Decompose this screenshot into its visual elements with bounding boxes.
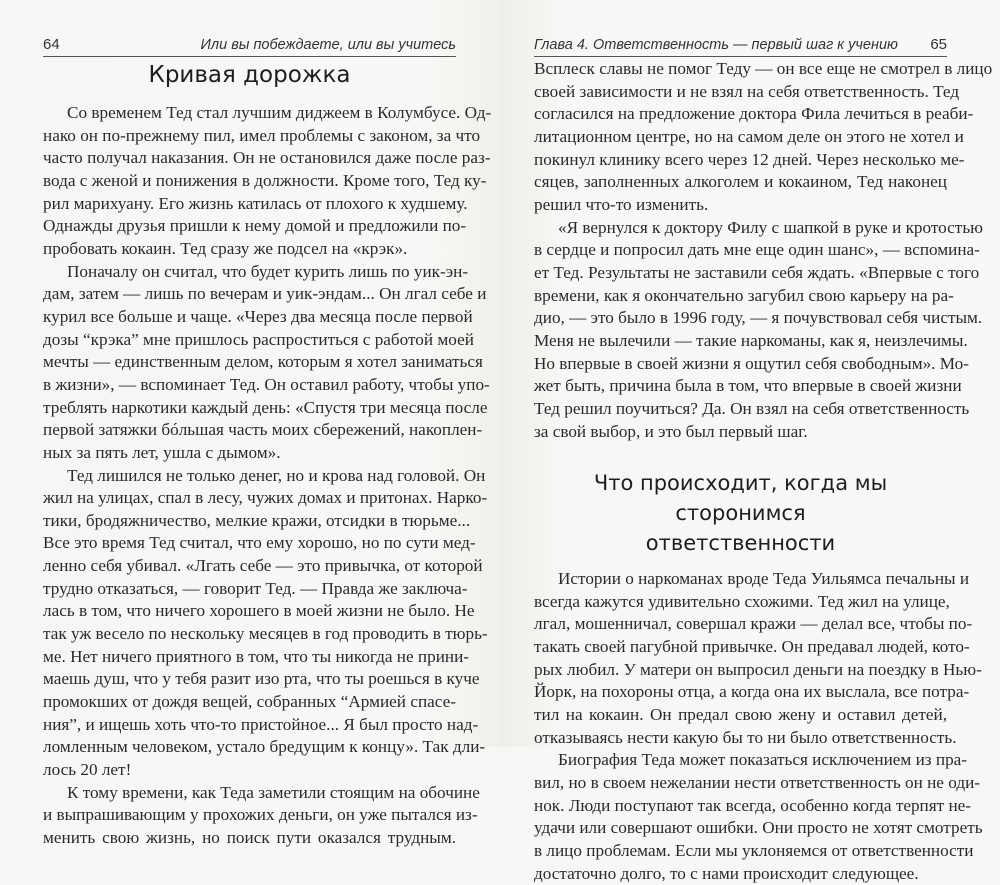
text-line: времени, как я окончательно загубил свою карьеру на ра-: [534, 285, 954, 305]
text-line: Всплеск славы не помог Теду — он все еще не смотрел в лицо: [534, 59, 993, 78]
right-paragraphs-after: [534, 568, 983, 885]
running-head-title: Или вы побеждаете, или вы учитесь: [200, 37, 456, 53]
text-line: рых любил. У матери он выпросил деньги на поездку в Нью-: [534, 659, 982, 679]
text-line: в жизни», — вспоминает Тед. Он оставил работу, чтобы упо-: [43, 374, 490, 394]
text-line: трудно отказаться, — говорит Тед. — Правда же заключа-: [43, 578, 468, 598]
text-line: в лицо проблемам. Если мы уклоняемся от ответственности: [534, 841, 974, 861]
text-line: ных за пять лет, ушла с дымом».: [43, 442, 281, 462]
text-line: согласился на предложение доктора Фила лечиться в реаби-: [534, 104, 974, 124]
text-line: ет Тед. Результаты не заставили себя ждать. «Впервые с того: [534, 262, 980, 282]
text-line: покинул клинику всего через 12 дней. Через несколько ме-: [534, 149, 965, 169]
text-line: дозы “крэка” мне пришлось распроститься с работой моей: [43, 329, 474, 349]
text-line: промокших от дождя вещей, собранных “Армией спасе-: [43, 692, 456, 712]
text-line: часто получал наказания. Он не остановился даже после раз-: [43, 148, 491, 168]
paragraph: [43, 261, 490, 465]
text-line: ния”, и ищешь хоть что-то пристойное... Я был просто над-: [43, 714, 479, 734]
text-line: ме. Нет ничего приятного в том, что ты никогда не прини-: [43, 646, 470, 666]
text-line: жет быть, причина была в том, что впервые в своей жизни: [534, 376, 962, 396]
paragraph: [534, 749, 983, 885]
text-line: вил, но в своем нежелании нести ответственность он не оди-: [534, 773, 981, 793]
section-heading: Кривая дорожка: [148, 62, 351, 88]
text-line: решил что-то изменить.: [534, 194, 709, 214]
text-line: нако он по-прежнему пил, имел проблемы с законом, за что: [43, 125, 481, 145]
left-page-body: [43, 58, 492, 850]
text-line: Со временем Тед стал лучшим диджеем в Колумбусе. Од-: [67, 103, 492, 122]
section-heading: [534, 468, 947, 558]
right-page-body: [534, 58, 993, 885]
left-page: [0, 0, 500, 847]
text-line: пробовать кокаин. Тед сразу же подсел на «крэк».: [43, 238, 408, 258]
text-line: достаточно долго, то с нами происходит следующее.: [534, 863, 919, 883]
text-line: первой затяжки бóльшая часть моих сбережений, накоплен-: [43, 420, 483, 440]
text-line: курил все больше и чаще. «Через два месяца после первой: [43, 306, 473, 326]
paragraph: [43, 102, 492, 261]
text-line: тики, бродяжничество, мелкие кражи, отсидки в тюрьме...: [43, 510, 471, 530]
running-head-title: Глава 4. Ответственность — первый шаг к учению: [534, 37, 898, 53]
text-line: всегда кажутся удивительно схожими. Тед жил на улице,: [534, 591, 950, 611]
running-head-right: [534, 33, 947, 57]
running-head-left: [43, 33, 456, 57]
text-line: Истории о наркоманах вроде Теда Уильямса печальны и: [558, 569, 970, 589]
text-line: ломленным человеком, устало бредущим к концу». Так дли-: [43, 737, 486, 757]
text-line: К тому времени, как Теда заметили стоящим на обочине: [67, 782, 480, 802]
page-number: 64: [43, 36, 60, 53]
text-line: ленно себя убивал. «Лгать себе — это привычка, от которой: [43, 556, 483, 576]
text-line: отказываясь нести какую бы то ни было ответственность.: [534, 727, 957, 747]
paragraph: [43, 465, 488, 782]
paragraph: [534, 217, 984, 444]
text-line: жил на улицах, спал в лесу, чужих домах и притонах. Нарко-: [43, 488, 488, 508]
text-line: Йорк, на похороны отца, а когда она их выслала, все потра-: [534, 682, 970, 702]
text-line: литационном центре, но на самом деле он этого не хотел и: [534, 126, 964, 146]
text-line: своей зависимости и не взял на себя ответственность. Тед: [534, 81, 960, 101]
text-line: и выпрашивающим у прохожих деньги, он уже пытался из-: [43, 805, 478, 825]
text-line: такать своей пагубной привычке. Он предавал людей, кото-: [534, 637, 970, 657]
left-paragraphs: [43, 102, 492, 850]
text-line: Однажды друзья пришли к нему домой и предложили по-: [43, 216, 467, 236]
paragraph: [43, 782, 480, 850]
paragraph: [534, 58, 993, 217]
text-line: «Я вернулся к доктору Филу с шапкой в руке и кротостью: [558, 217, 984, 237]
text-line: Поначалу он считал, что будет курить лишь по уик-эн-: [67, 261, 469, 281]
text-line: Биография Теда может показаться исключением из пра-: [558, 750, 968, 770]
text-line: лгал, мошенничал, совершал кражи — делал все, чтобы по-: [534, 614, 973, 634]
text-line: лась в том, что ничего хорошего в моей жизни не было. Не: [43, 601, 475, 621]
text-line: треблять наркотики каждый день: «Спустя три месяца после: [43, 397, 488, 417]
section-heading-line-1: Что происходит, когда мы сторонимся: [593, 471, 888, 526]
text-line: дио, — это было в 1996 году, — я почувствовал себя чистым.: [534, 308, 983, 328]
text-line: рил марихуану. Его жизнь катилась от плохого к худшему.: [43, 193, 468, 213]
text-line: Тед лишился не только денег, но и крова над головой. Он: [67, 465, 486, 485]
text-line: в сердце и попросил дать мне еще один шанс», — вспомина-: [534, 240, 980, 260]
text-line: нок. Люди поступают так всегда, особенно когда терпят не-: [534, 795, 972, 815]
text-line: Все это время Тед считал, что ему хорошо, но по сути мед-: [43, 533, 476, 553]
text-line: так уж весело по нескольку месяцев в год проводить в тюрь-: [43, 624, 488, 644]
right-page: [500, 0, 1000, 883]
text-line: вода с женой и понижения в должности. Кроме того, Тед ку-: [43, 170, 487, 190]
text-line: тил на кокаин. Он предал свою жену и оставил детей,: [534, 705, 947, 725]
text-line: сяцев, заполненных алкоголем и кокаином, Тед наконец: [534, 172, 947, 192]
text-line: маешь душ, что у тебя разит изо рта, что ты роешься в куче: [43, 669, 480, 689]
page-number: 65: [930, 36, 947, 53]
text-line: дам, затем — лишь по вечерам и уик-эндам... Он лгал себе и: [43, 284, 487, 304]
right-paragraphs-before: [534, 58, 993, 443]
section-heading-line-2: ответственности: [645, 531, 836, 556]
paragraph: [534, 568, 982, 749]
text-line: Меня не вылечили — такие наркоманы, как я, неизлечимы.: [534, 330, 968, 350]
text-line: Тед решил поучиться? Да. Он взял на себя ответственность: [534, 398, 970, 418]
text-line: Но впервые в своей жизни я ощутил себя свободным». Мо-: [534, 353, 969, 373]
text-line: мечты — единственным делом, которым я хотел заниматься: [43, 352, 483, 372]
text-line: за свой выбор, и это был первый шаг.: [534, 421, 808, 441]
text-line: лось 20 лет!: [43, 760, 132, 780]
text-line: менить свою жизнь, но поиск пути оказался трудным.: [43, 828, 456, 847]
text-line: удачи или совершают ошибки. Они просто не хотят смотреть: [534, 818, 983, 838]
